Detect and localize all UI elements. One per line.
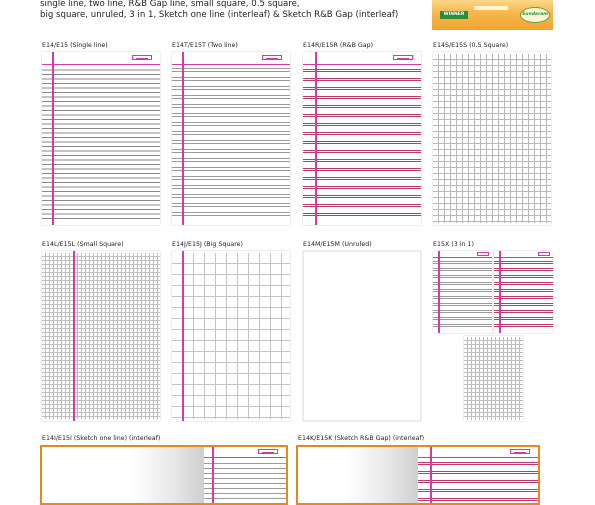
rule-area (494, 259, 553, 331)
sheet-two-line (172, 52, 290, 225)
grid-area (464, 337, 523, 420)
left-margin-line (182, 251, 184, 421)
page-number-box (393, 55, 413, 60)
notebook-cover-image (432, 0, 553, 30)
left-margin-line (430, 447, 432, 503)
grid-area (172, 253, 290, 419)
rule-area (418, 459, 538, 503)
top-margin-line (494, 257, 553, 258)
label-unruled: E14M/E15M (Unruled) (303, 241, 372, 248)
intro-text (40, 0, 398, 21)
spread-sketch-rb-gap (296, 445, 540, 505)
left-margin-line (212, 447, 214, 503)
book-spine-shadow (132, 447, 204, 503)
sheet-single-line (42, 52, 160, 225)
left-margin-line (499, 251, 501, 333)
top-margin-line (42, 64, 160, 65)
page-number-box (132, 55, 152, 60)
page-number-box (477, 252, 489, 256)
label-small-square: E14L/E15L (Small Square) (42, 241, 124, 248)
label-two-line: E14T/E15T (Two line) (172, 42, 238, 49)
rb-gap-interleaf-page (418, 447, 538, 503)
label-big-square: E14J/E15J (Big Square) (172, 241, 243, 248)
book-spine-shadow (346, 447, 418, 503)
grid-area (433, 54, 551, 223)
rule-area (433, 259, 492, 331)
ruled-interleaf-page (204, 447, 286, 503)
rule-area (204, 459, 286, 503)
sheet-small-square (42, 251, 160, 421)
intro-line-2: big square, unruled, 3 in 1, Sketch one line (interleaf) & Sketch R&B Gap (interleaf) (40, 10, 399, 20)
left-margin-line (438, 251, 440, 333)
page-number-box (258, 449, 278, 454)
rule-area (42, 66, 160, 221)
top-margin-line (418, 457, 538, 458)
top-margin-line (303, 64, 421, 65)
label-three-in-one: E15X (3 in 1) (433, 241, 474, 248)
sheet-half-square (433, 52, 551, 225)
label-sketch-rb-gap: E14K/E15K (Sketch R&B Gap) (interleaf) (298, 435, 425, 442)
top-margin-line (433, 257, 492, 258)
sheet-unruled (303, 251, 421, 421)
sheet-3in1-two-line (433, 251, 492, 333)
cover-label-strip (474, 6, 508, 10)
rule-area (172, 66, 290, 221)
label-half-square: E14S/E15S (0.5 Square) (433, 42, 509, 49)
page-number-box (510, 449, 530, 454)
page-number-box (538, 252, 550, 256)
intro-line-1: single line, two line, R&B Gap line, small square, 0.5 square, (40, 0, 300, 9)
sheet-3in1-rb-gap (494, 251, 553, 333)
spread-sketch-one-line (40, 445, 288, 505)
sheet-big-square (172, 251, 290, 421)
grid-area (42, 253, 160, 419)
brand-logo-right: Sundaram (520, 7, 550, 23)
label-single-line: E14/E15 (Single line) (42, 42, 108, 49)
sheet-rb-gap (303, 52, 421, 225)
page-number-box (262, 55, 282, 60)
brand-logo-left: WINNER (440, 11, 468, 19)
sheet-3in1-square (464, 336, 523, 421)
left-margin-line (73, 251, 75, 421)
left-margin-line (182, 52, 184, 225)
label-sketch-one-line: E14I/E15I (Sketch one line) (interleaf) (42, 435, 161, 442)
left-margin-line (52, 52, 54, 225)
top-margin-line (172, 64, 290, 65)
left-margin-line (315, 52, 317, 225)
rule-area (303, 66, 421, 221)
top-margin-line (204, 457, 286, 458)
label-rb-gap: E14R/E15R (R&B Gap) (303, 42, 374, 49)
